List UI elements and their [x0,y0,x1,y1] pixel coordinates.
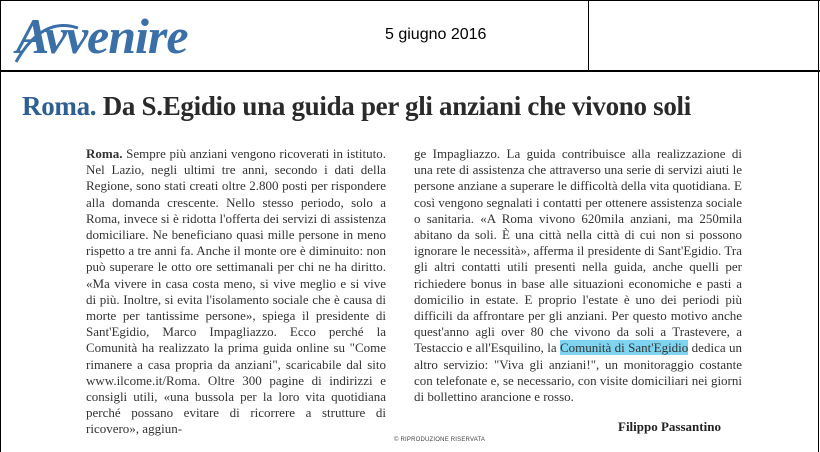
header-separator [588,0,589,70]
top-border [0,0,820,1]
left-body-border [0,70,1,452]
logo-wordmark: Avvenire [16,8,188,64]
headline-text: Da S.Egidio una guida per gli anziani che vivono soli [102,91,691,121]
article-column-left [86,146,386,438]
highlighted-organization: Comunità di Sant'Egidio [560,340,689,356]
header-divider [0,70,820,72]
left-column-text: Sempre più anziani vengono ricoverati in istituto. Nel Lazio, negli ultimi tre anni, secondo i dati della Regione, sono stati creati oltre 2.800 posti per rispondere alla domanda crescente. Nello stesso periodo, solo a Roma, invece si è ridotta l'offerta dei servizi di assistenza domiciliare. Ne beneficiano quasi mille persone in meno rispetto a tre anni fa. Anche il monte ore è diminuito: non può superare le otto ore settimanali per chi ne ha diritto. «Ma vivere in casa costa meno, si vive meglio e si vive di più. Inoltre, si evita l'isolamento sociale che è causa di morte per tantissime persone», spiega il presidente di Sant'Egidio, Marco Impagliazzo. Ecco perché la Comunità ha realizzato la prima guida online su "Come rimanere a casa propria da anziani", scaricabile dal sito www.ilcome.it/Roma. Oltre 300 pagine di indirizzi e consigli utili, «una bussola per la loro vita quotidiana perché possano evitare di ricorrere a strutture di ricovero», aggiun- [86,146,387,437]
avvenire-logo [8,2,218,62]
lead-dateline: Roma. [86,146,123,161]
headline-kicker: Roma. [22,91,97,121]
right-column-text-end: dedica un altro servizio: "Viva gli anziani!", un monitoraggio costante con telefonate e, se necessario, con visite domiciliari nei giorni di bollettino arancione e rosso. [414,340,742,405]
right-border [818,0,819,452]
article-column-right [414,146,742,405]
left-border [0,0,1,70]
article-headline [22,91,691,122]
article-author: Filippo Passantino [618,419,721,434]
publication-date: 5 giugno 2016 [385,26,487,43]
right-column-text: ge Impagliazzo. La guida contribuisce alla realizzazione di una rete di assistenza che attraverso una serie di servizi aiuti le persone anziane a superare le difficoltà della vita quotidiana. E così vengono segnalati i contatti per ottenere assistenza sociale o sanitaria. «A Roma vivono 620mila anziani, ma 250mila abitano da soli. È una città nella città di cui non si possono ignorare le necessità», afferma il presidente di Sant'Egidio. Tra gli altri contatti utili presenti nella guida, anche quelli per richiedere bonus in base alle situazioni economiche e pasti a domicilio in estate. E proprio l'estate è uno dei periodi più difficili da affrontare per gli anziani. Per questo motivo anche quest'anno agli over 80 che vivono da soli a Trastevere, a Testaccio e all'Esquilino, la [414,146,742,356]
copyright-notice: © RIPRODUZIONE RISERVATA [394,437,486,443]
